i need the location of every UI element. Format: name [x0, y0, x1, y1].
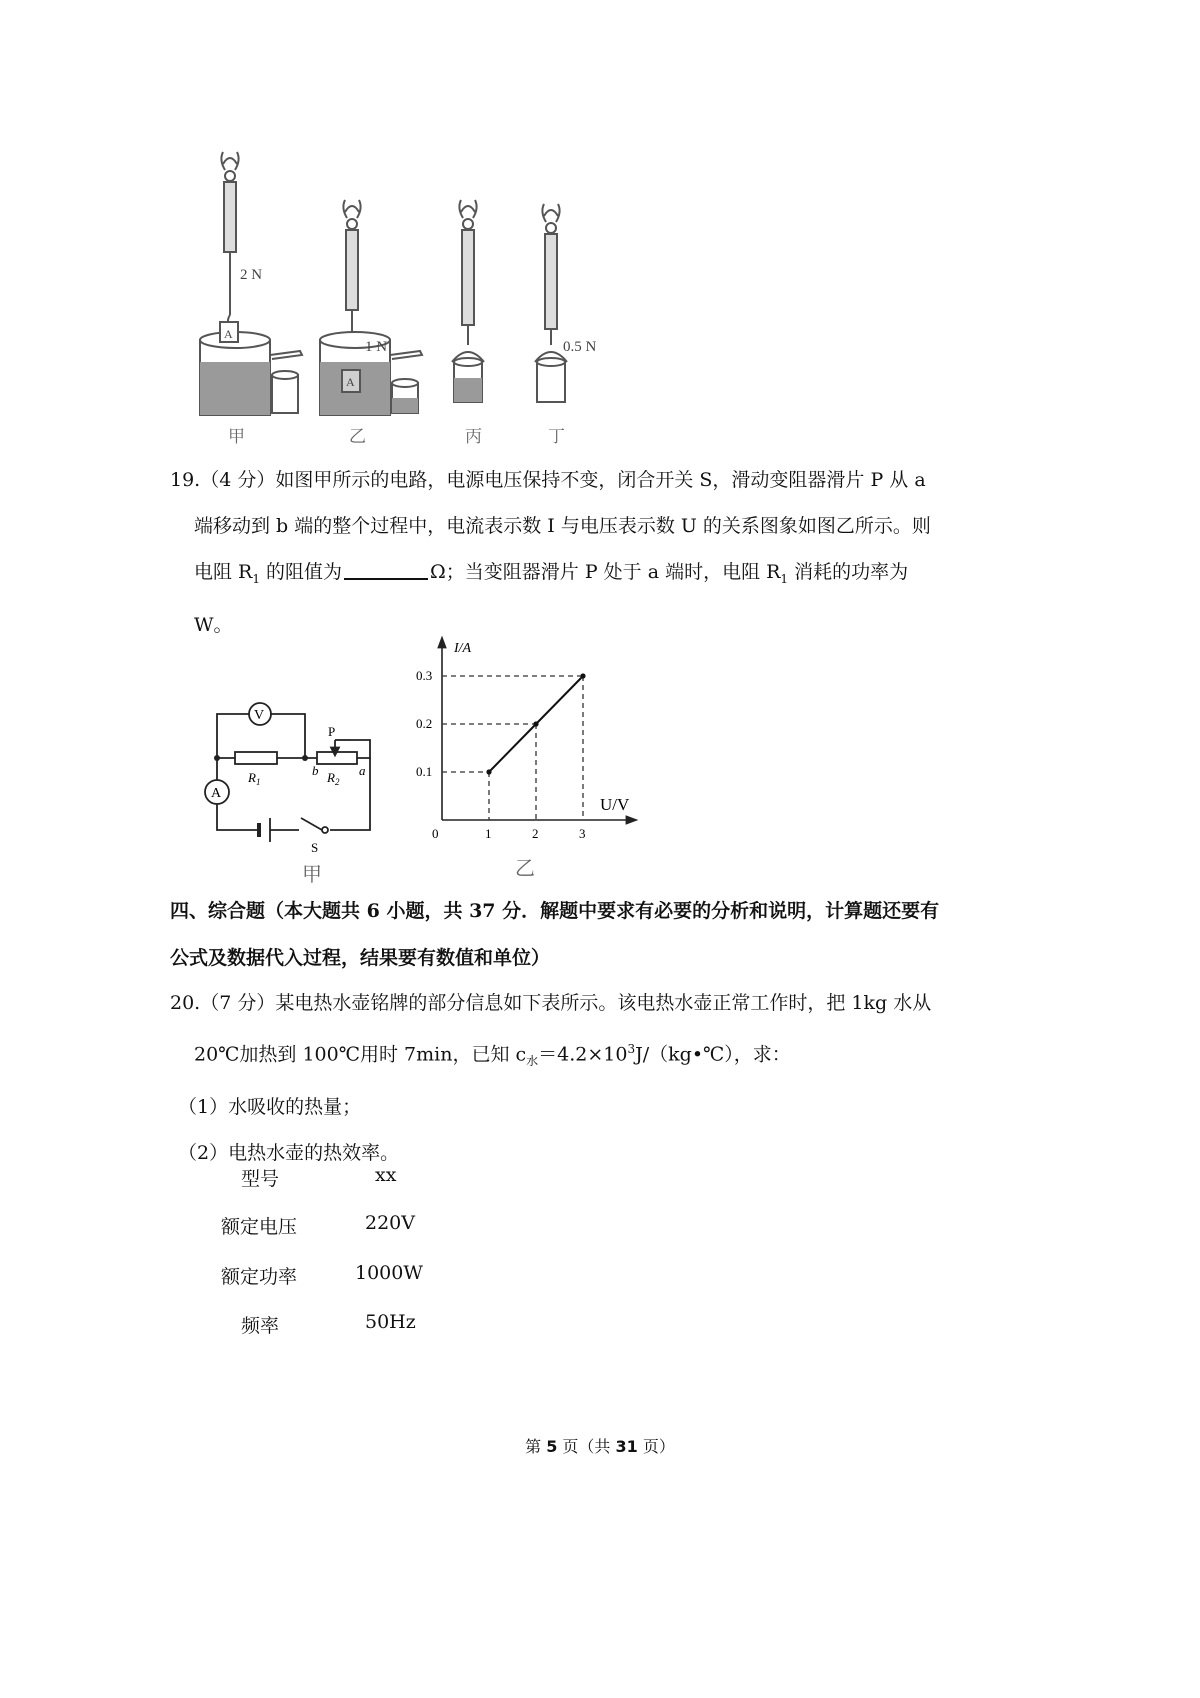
- table-value-frequency: 50Hz: [365, 1311, 416, 1333]
- reading-1: 2 N: [240, 267, 263, 283]
- x-axis-label: U/V: [600, 795, 630, 814]
- section-4-header: [170, 888, 1050, 982]
- small-bucket-with-water: [452, 352, 484, 402]
- table-label-model: 型号: [241, 1168, 280, 1190]
- total-pages: 31: [615, 1437, 638, 1456]
- circuit-label: 甲: [302, 862, 322, 886]
- q19-line-2: 端移动到 b 端的整个过程中，电流表示数 I 与电压表示数 U 的关系图象如图乙所示。则: [194, 515, 931, 537]
- small-bucket-empty: [535, 352, 567, 402]
- data-point-2: [580, 673, 585, 678]
- data-point-0: [486, 769, 491, 774]
- graph-label: 乙: [515, 856, 535, 880]
- figure-18-spring-scales: [180, 140, 680, 450]
- q19-line-3: 电阻 $R_1$ 的阻值为 Ω；当变阻器滑片 P 处于 a 端时，电阻 $R_1$ 消耗的功率为: [170, 549, 1030, 602]
- slider-p-label: P: [328, 724, 336, 739]
- r2-label: $R_2$: [327, 770, 340, 787]
- q20-sub-2: （2）电热水壶的热效率。: [178, 1142, 400, 1165]
- figure-label-yi: 乙: [349, 427, 366, 447]
- table-value-model: xx: [375, 1164, 397, 1186]
- spring-scale-2: [343, 200, 360, 340]
- ammeter-label: A: [211, 786, 222, 801]
- table-label-frequency: 频率: [241, 1315, 280, 1337]
- reading-2: 1 N: [365, 339, 388, 355]
- figure-label-jia: 甲: [228, 427, 245, 447]
- end-a-label: a: [359, 763, 366, 778]
- current-page: 5: [546, 1437, 558, 1456]
- spring-scale-4: [542, 204, 559, 345]
- q19-text-1: 如图甲所示的电路，电源电压保持不变，闭合开关 S，滑动变阻器滑片 P 从 a: [275, 469, 926, 491]
- iu-graph: [410, 630, 650, 860]
- page-footer: 第 5 页（共 31 页）: [525, 1437, 675, 1456]
- x-tick-1: 1: [485, 826, 492, 841]
- table-label-power: 额定功率: [221, 1266, 298, 1288]
- q19-number: 19.: [170, 469, 201, 491]
- table-label-voltage: 额定电压: [221, 1216, 298, 1238]
- table-value-voltage: 220V: [365, 1212, 415, 1234]
- q20-line-1: 20.（7 分）某电热水壶铭牌的部分信息如下表所示。该电热水壶正常工作时，把 1kg 水从: [170, 992, 932, 1014]
- answer-blank-1[interactable]: [344, 558, 428, 580]
- y-axis-label: I/A: [454, 641, 472, 656]
- y-tick-0.2: 0.2: [416, 716, 433, 731]
- x-tick-0: 0: [432, 826, 439, 841]
- voltmeter-label: V: [254, 708, 265, 723]
- switch-label: S: [311, 840, 319, 855]
- spring-scale-1: [221, 152, 238, 325]
- q19-line-4: W。: [194, 613, 233, 636]
- figure-label-bing: 丙: [465, 427, 482, 447]
- question-19: [170, 457, 1030, 648]
- r1-label: $R_1$: [248, 770, 261, 787]
- spring-scale-3: [459, 200, 476, 345]
- data-point-1: [533, 721, 538, 726]
- y-tick-0.1: 0.1: [416, 764, 433, 779]
- q19-line-1: [170, 457, 1030, 503]
- block-a-label-2: A: [346, 375, 355, 389]
- x-tick-2: 2: [532, 826, 539, 841]
- q20-sub-1: （1）水吸收的热量；: [178, 1096, 362, 1119]
- question-20: [170, 980, 1050, 1176]
- reading-4: 0.5 N: [563, 339, 597, 355]
- block-a-label-1: A: [224, 327, 233, 341]
- overflow-can-1: [200, 322, 302, 415]
- q20-line-2: 20℃加热到 100℃用时 7min，已知 $c_水=4.2\times 10^3J/(kg•℃)$，求：: [194, 1042, 791, 1069]
- figure-label-ding: 丁: [548, 427, 565, 447]
- table-value-power: 1000W: [355, 1262, 423, 1284]
- y-tick-0.3: 0.3: [416, 668, 433, 683]
- q19-score: （4 分）: [200, 469, 276, 491]
- x-tick-3: 3: [579, 826, 586, 841]
- section-4-line-2: 公式及数据代入过程，结果要有数值和单位）: [170, 947, 551, 969]
- end-b-label: b: [312, 763, 319, 778]
- section-4-line-1: 四、综合题（本大题共 6 小题，共 37 分．解题中要求有必要的分析和说明，计算题还要有: [170, 900, 940, 922]
